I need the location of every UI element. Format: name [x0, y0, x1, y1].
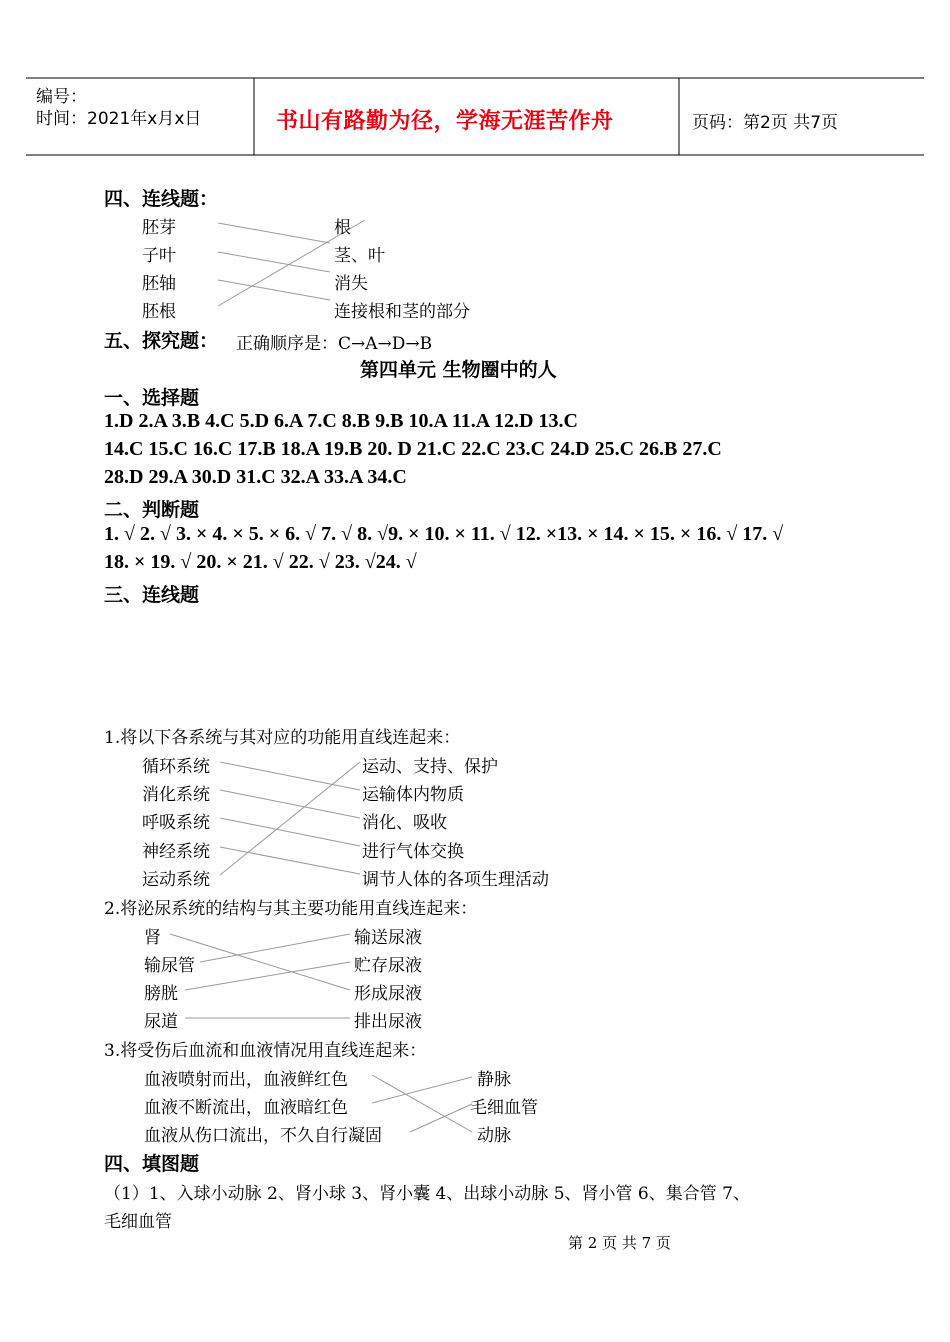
system-right-item: 调节人体的各项生理活动 [362, 870, 549, 890]
system-left-item: 消化系统 [142, 785, 210, 805]
seed-left-item: 胚芽 [142, 218, 176, 238]
system-right-item: 消化、吸收 [362, 813, 447, 833]
bleeding-left-item: 血液从伤口流出，不久自行凝固 [144, 1126, 382, 1146]
section-four-title: 四、连线题： [104, 188, 219, 210]
urinary-right-item: 输送尿液 [354, 928, 422, 948]
system-left-item: 循环系统 [142, 757, 210, 777]
unit-title: 第四单元 生物圈中的人 [360, 359, 557, 381]
bleeding-question-prompt: 3.将受伤后血流和血液情况用直线连起来： [104, 1041, 427, 1061]
seed-left-item: 子叶 [142, 246, 176, 266]
fill-title: 四、填图题 [104, 1153, 200, 1175]
system-question-prompt: 1.将以下各系统与其对应的功能用直线连起来： [104, 728, 461, 748]
seed-right-item: 茎、叶 [334, 246, 385, 266]
judge-answers-line: 1. √ 2. √ 3. × 4. × 5. × 6. √ 7. √ 8. √9. × 10. × 11. √ 12. ×13. × 14. × 15. × 16. √ 17. √ [104, 523, 784, 545]
urinary-question-prompt: 2.将泌尿系统的结构与其主要功能用直线连起来： [104, 899, 478, 919]
section-five-title: 五、探究题： [104, 330, 219, 352]
system-right-item: 进行气体交换 [362, 842, 464, 862]
choice-answers-line: 28.D 29.A 30.D 31.C 32.A 33.A 34.C [104, 466, 407, 488]
choice-answers-line: 1.D 2.A 3.B 4.C 5.D 6.A 7.C 8.B 9.B 10.A 11.A 12.D 13.C [104, 410, 578, 432]
urinary-right-item: 形成尿液 [354, 984, 422, 1004]
bleeding-right-item: 动脉 [477, 1126, 511, 1146]
document-date-label: 时间：2021年x月x日 [36, 109, 202, 129]
bleeding-connection-lines [372, 1075, 472, 1132]
judge-answers-line: 18. × 19. √ 20. × 21. √ 22. √ 23. √24. √ [104, 551, 417, 573]
seed-right-item: 消失 [334, 274, 368, 294]
urinary-left-item: 尿道 [144, 1012, 178, 1032]
urinary-right-item: 贮存尿液 [354, 956, 422, 976]
bleeding-left-item: 血液不断流出，血液暗红色 [144, 1098, 348, 1118]
system-right-item: 运动、支持、保护 [362, 757, 498, 777]
urinary-left-item: 肾 [144, 928, 161, 948]
bleeding-right-item: 静脉 [477, 1070, 511, 1090]
document-code-label: 编号： [36, 87, 87, 107]
bleeding-right-item: 毛细血管 [470, 1098, 538, 1118]
choice-title: 一、选择题 [104, 387, 200, 409]
fill-answer-line: 毛细血管 [104, 1212, 172, 1232]
section-five-answer: 正确顺序是：C→A→D→B [236, 334, 433, 354]
bleeding-left-item: 血液喷射而出，血液鲜红色 [144, 1070, 348, 1090]
matching-title: 三、连线题 [104, 584, 200, 606]
page-info: 页码：第2页 共7页 [692, 113, 839, 133]
fill-answer-line: （1）1、入球小动脉 2、肾小球 3、肾小囊 4、出球小动脉 5、肾小管 6、集合管 7、 [104, 1184, 750, 1204]
urinary-left-item: 膀胱 [144, 984, 178, 1004]
system-right-item: 运输体内物质 [362, 785, 464, 805]
system-left-item: 神经系统 [142, 842, 210, 862]
header-motto: 书山有路勤为径，学海无涯苦作舟 [276, 108, 614, 134]
choice-answers-line: 14.C 15.C 16.C 17.B 18.A 19.B 20. D 21.C 22.C 23.C 24.D 25.C 26.B 27.C [104, 438, 722, 460]
judge-title: 二、判断题 [104, 499, 200, 521]
urinary-connection-lines [170, 934, 350, 1018]
page-footer: 第 2 页 共 7 页 [568, 1234, 671, 1252]
seed-left-item: 胚根 [142, 302, 176, 322]
system-connection-lines [220, 762, 360, 875]
seed-right-item: 根 [334, 218, 351, 238]
system-left-item: 运动系统 [142, 870, 210, 890]
urinary-left-item: 输尿管 [144, 956, 195, 976]
urinary-right-item: 排出尿液 [354, 1012, 422, 1032]
system-left-item: 呼吸系统 [142, 813, 210, 833]
seed-left-item: 胚轴 [142, 274, 176, 294]
seed-right-item: 连接根和茎的部分 [334, 302, 470, 322]
